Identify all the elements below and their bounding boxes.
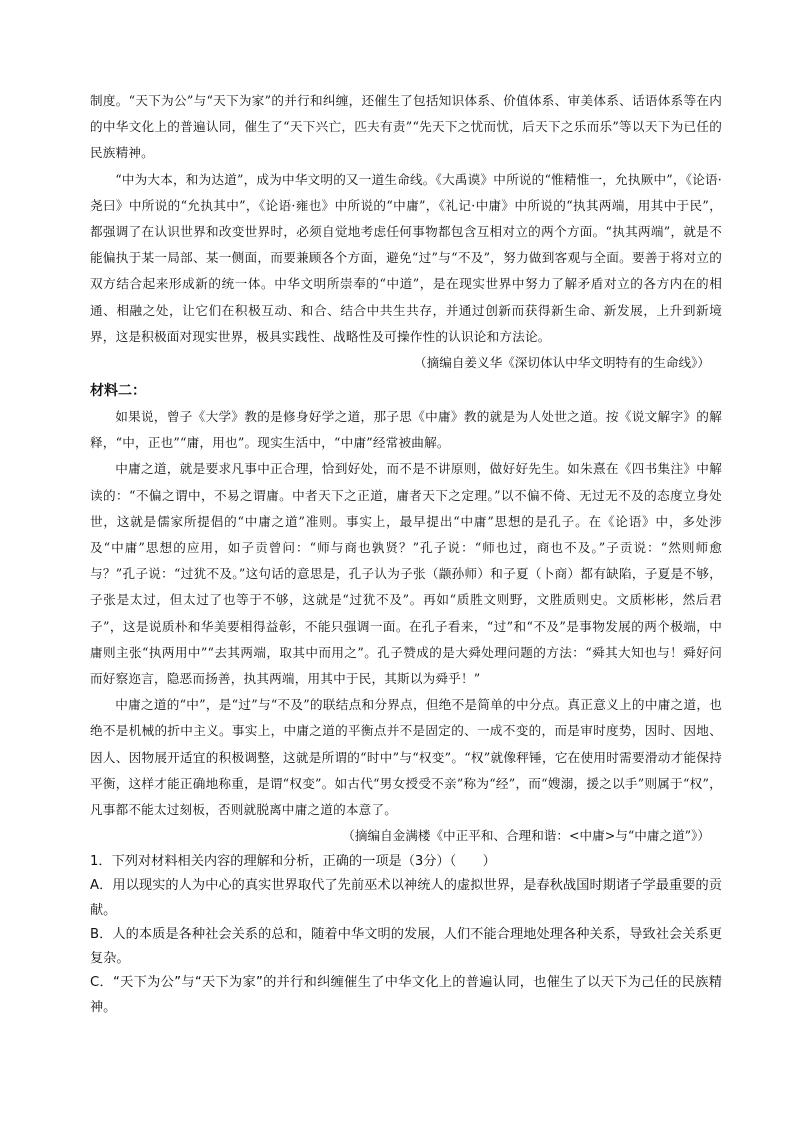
material2-paragraph-1: 如果说，曾子《大学》教的是修身好学之道，那子思《中庸》教的就是为人处世之道。按《说文解字》的解释，“中，正也”“庸，用也”。现实生活中，“中庸”经常被曲解。 (90, 409, 722, 451)
question-1-option-b: B．人的本质是各种社会关系的总和，随着中华文明的发展，人们不能合理地处理各种关系，导致社会关系更复杂。 (90, 926, 722, 967)
material1-paragraph-1: 制度。“天下为公”与“天下为家”的并行和纠缠，还催生了包括知识体系、价值体系、审美体系、话语体系等在内的中华文化上的普遍认同，催生了“天下兴亡，匹夫有责”“先天下之忧而忧，后天下之乐而乐”等以天下为已任的民族精神。 (90, 93, 722, 161)
material2-paragraph-2: 中庸之道，就是要求凡事中正合理，恰到好处，而不是不讲原则，做好好先生。如朱熹在《四书集注》中解读的：“不偏之谓中，不易之谓庸。中者天下之正道，庸者天下之定理。”以不偏不倚、无过无不及的态度立身处世，这就是儒家所提倡的“中庸之道”准则。事实上，最早提出“中庸”思想的是孔子。在《论语》中，多处涉及“中庸”思想的应用，如子贡曾问：“师与商也孰贤？”孔子说：“师也过，商也不及。”子贡说：“然则师愈与？”孔子说：“过犹不及。”这句话的意思是，孔子认为子张（颛孙师）和子夏（卜商）都有缺陷，子夏是不够，子张是太过，但太过了也等于不够，这就是“过犹不及”。再如“质胜文则野，文胜质则史。文质彬彬，然后君子”，这是说质朴和华美要相得益彰，不能只强调一面。在孔子看来，“过”和“不及”是事物发展的两个极端，中庸则主张“执两用中”“去其两端，取其中而用之”。孔子赞成的是大舜处理问题的方法：“舜其大知也与！舜好问而好察迩言，隐恶而扬善，执其两端，用其中于民，其斯以为舜乎！” (90, 461, 722, 687)
question-1-option-a: A．用以现实的人为中心的真实世界取代了先前巫术以神统人的虚拟世界，是春秋战国时期诸子学最重要的贡献。 (90, 878, 722, 918)
material2-source: （摘编自金满楼《中正平和、合理和谐：<中庸>与“中庸之道”》） (342, 828, 710, 844)
question-1-stem: 1．下列对材料相关内容的理解和分析，正确的一项是（3分）（ ） (90, 854, 496, 870)
question-1-option-c: C．“天下为公”与“天下为家”的并行和纠缠催生了中华文化上的普遍认同，也催生了以天下为己任的民族精神。 (90, 975, 722, 1015)
material1-paragraph-2: “中为大本，和为达道”，成为中华文明的又一道生命线。《大禹谟》中所说的“惟精惟一，允执厥中”，《论语·尧曰》中所说的“允执其中”，《论语·雍也》中所说的“中庸”，《礼记·中庸》中所说的“执其两端，用其中于民”，都强调了在认识世界和改变世界时，必须自觉地考虑任何事物都包含互相对立的两个方面。“执其两端”，就是不能偏执于某一局部、某一侧面，而要兼顾各个方面，避免“过”与“不及”，努力做到客观与全面。要善于将对立的双方结合起来形成新的统一体。中华文明所崇奉的“中道”，是在现实世界中努力了解矛盾对立的各方内在的相通、相融之处，让它们在积极互动、和合、结合中共生共存，并通过创新而获得新生命、新发展，上升到新境界，这是积极面对现实世界，极具实践性、战略性及可操作性的认识论和方法论。 (90, 171, 722, 344)
material2-heading: 材料二： (90, 383, 146, 400)
material1-source: （摘编自姜义华《深切体认中华文明特有的生命线》） (414, 355, 710, 371)
material2-paragraph-3: 中庸之道的“中”，是“过”与“不及”的联结点和分界点，但绝不是简单的中分点。真正意义上的中庸之道，也绝不是机械的折中主义。事实上，中庸之道的平衡点并不是固定的、一成不变的，而是审时度势，因时、因地、因人、因物展开适宜的积极调整，这就是所谓的“时中”与“权变”。“权”就像秤锤，它在使用时需要滑动才能保持平衡，这样才能正确地称重，是谓“权变”。如古代“男女授受不亲”称为“经”，而“嫂溺，援之以手”则属于“权”，凡事都不能太过刻板，否则就脱离中庸之道的本意了。 (90, 697, 722, 818)
